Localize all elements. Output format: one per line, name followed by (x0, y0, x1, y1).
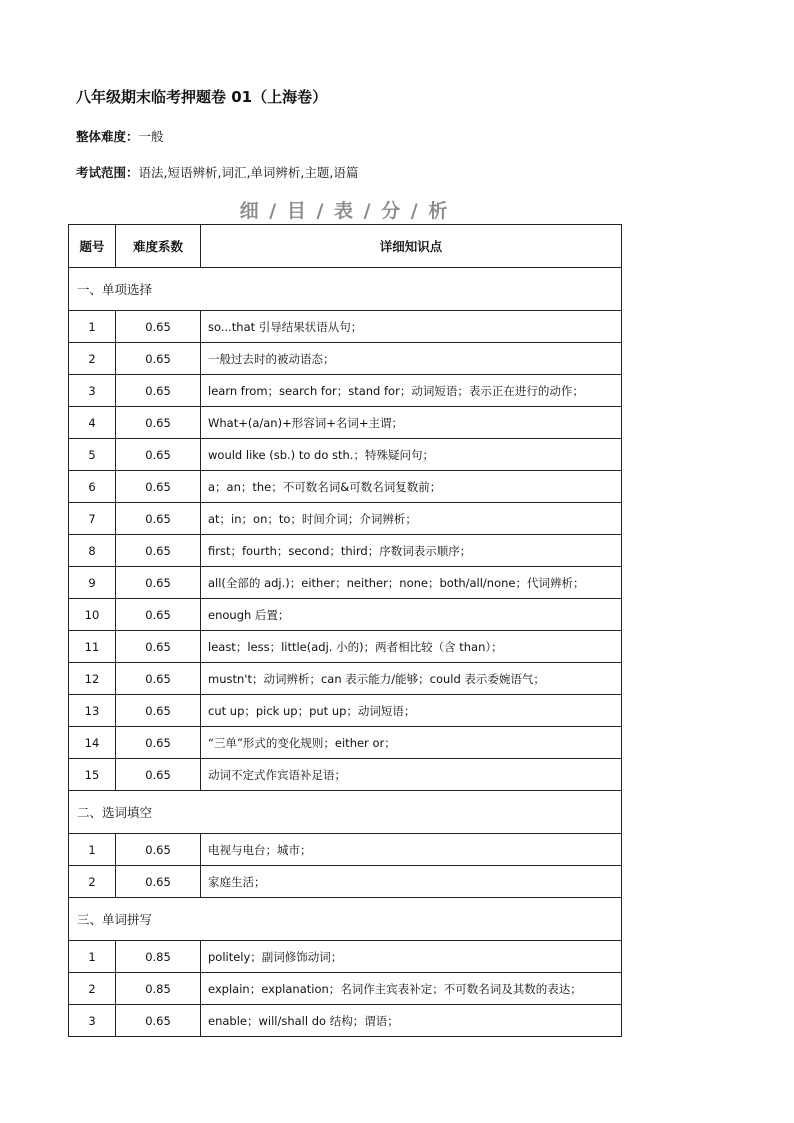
question-number: 13 (69, 695, 116, 727)
question-number: 12 (69, 663, 116, 695)
difficulty-value: 0.85 (116, 941, 201, 973)
difficulty-value: 0.65 (116, 503, 201, 535)
knowledge-point: mustn't；动词辨析；can 表示能力/能够；could 表示委婉语气； (201, 663, 622, 695)
table-row (69, 375, 622, 407)
section-row (69, 791, 622, 834)
difficulty-value: 0.65 (116, 1005, 201, 1037)
difficulty-value: 0.85 (116, 973, 201, 1005)
scope-line (76, 163, 358, 181)
difficulty-value: 0.65 (116, 663, 201, 695)
knowledge-point: would like (sb.) to do sth.；特殊疑问句； (201, 439, 622, 471)
knowledge-point: all(全部的 adj.)；either；neither；none；both/all/none；代词辨析； (201, 567, 622, 599)
question-number: 3 (69, 1005, 116, 1037)
knowledge-point: 家庭生活； (201, 866, 622, 898)
table-row (69, 973, 622, 1005)
knowledge-point: cut up；pick up；put up；动词短语； (201, 695, 622, 727)
scope-value: 语法,短语辨析,词汇,单词辨析,主题,语篇 (138, 165, 359, 180)
difficulty-value: 0.65 (116, 311, 201, 343)
knowledge-point: first；fourth；second；third；序数词表示顺序； (201, 535, 622, 567)
difficulty-value: 0.65 (116, 375, 201, 407)
table-row (69, 1005, 622, 1037)
analysis-title: 细 / 目 / 表 / 分 / 析 (239, 200, 450, 222)
knowledge-point: a；an；the；不可数名词&可数名词复数前； (201, 471, 622, 503)
table-row (69, 631, 622, 663)
question-number: 14 (69, 727, 116, 759)
difficulty-label: 整体难度： (76, 129, 139, 144)
section-title: 二、选词填空 (69, 791, 622, 834)
knowledge-point: at；in；on；to；时间介词；介词辨析； (201, 503, 622, 535)
knowledge-point: enough 后置； (201, 599, 622, 631)
question-number: 1 (69, 834, 116, 866)
table-row (69, 727, 622, 759)
table-row (69, 866, 622, 898)
question-number: 2 (69, 343, 116, 375)
difficulty-value: 0.65 (116, 834, 201, 866)
question-number: 4 (69, 407, 116, 439)
knowledge-point: 电视与电台；城市； (201, 834, 622, 866)
difficulty-value: 0.65 (116, 343, 201, 375)
section-row (69, 898, 622, 941)
difficulty-value: 0.65 (116, 759, 201, 791)
table-row (69, 407, 622, 439)
header-question-number: 题号 (69, 225, 116, 268)
section-row (69, 268, 622, 311)
question-number: 1 (69, 311, 116, 343)
header-difficulty: 难度系数 (116, 225, 201, 268)
question-number: 11 (69, 631, 116, 663)
difficulty-value: 0.65 (116, 631, 201, 663)
difficulty-value: 0.65 (116, 695, 201, 727)
table-body (69, 268, 622, 1037)
table-row (69, 599, 622, 631)
document-title: 八年级期末临考押题卷 01（上海卷） (76, 88, 328, 106)
difficulty-value: 0.65 (116, 727, 201, 759)
question-number: 7 (69, 503, 116, 535)
table-row (69, 759, 622, 791)
knowledge-point: “三单”形式的变化规则；either or； (201, 727, 622, 759)
table-row (69, 439, 622, 471)
knowledge-table (68, 224, 622, 1037)
table-row (69, 535, 622, 567)
section-title: 一、单项选择 (69, 268, 622, 311)
difficulty-value: 0.65 (116, 407, 201, 439)
question-number: 5 (69, 439, 116, 471)
question-number: 8 (69, 535, 116, 567)
table-row (69, 343, 622, 375)
question-number: 1 (69, 941, 116, 973)
knowledge-point: What+(a/an)+形容词+名词+主谓； (201, 407, 622, 439)
section-title: 三、单词拼写 (69, 898, 622, 941)
difficulty-value: 0.65 (116, 439, 201, 471)
difficulty-value: 0.65 (116, 535, 201, 567)
knowledge-point: least；less；little(adj. 小的)；两者相比较（含 than）； (201, 631, 622, 663)
question-number: 15 (69, 759, 116, 791)
question-number: 9 (69, 567, 116, 599)
table-row (69, 834, 622, 866)
question-number: 2 (69, 866, 116, 898)
table-row (69, 471, 622, 503)
difficulty-value: 一般 (138, 129, 164, 144)
knowledge-point: 一般过去时的被动语态； (201, 343, 622, 375)
difficulty-value: 0.65 (116, 599, 201, 631)
difficulty-value: 0.65 (116, 866, 201, 898)
table-row (69, 311, 622, 343)
scope-label: 考试范围： (76, 165, 139, 180)
table-row (69, 663, 622, 695)
table-header-row (69, 225, 622, 268)
header-knowledge-points: 详细知识点 (201, 225, 622, 268)
difficulty-value: 0.65 (116, 471, 201, 503)
knowledge-point: enable；will/shall do 结构；谓语； (201, 1005, 622, 1037)
knowledge-point: explain；explanation；名词作主宾表补定；不可数名词及其数的表达； (201, 973, 622, 1005)
table-row (69, 567, 622, 599)
table-row (69, 695, 622, 727)
knowledge-point: learn from；search for；stand for；动词短语；表示正在进行的动作； (201, 375, 622, 407)
question-number: 6 (69, 471, 116, 503)
knowledge-point: so...that 引导结果状语从句； (201, 311, 622, 343)
question-number: 10 (69, 599, 116, 631)
question-number: 2 (69, 973, 116, 1005)
difficulty-value: 0.65 (116, 567, 201, 599)
difficulty-line (76, 127, 164, 145)
question-number: 3 (69, 375, 116, 407)
table-row (69, 503, 622, 535)
knowledge-point: 动词不定式作宾语补足语； (201, 759, 622, 791)
knowledge-point: politely；副词修饰动词； (201, 941, 622, 973)
table-row (69, 941, 622, 973)
